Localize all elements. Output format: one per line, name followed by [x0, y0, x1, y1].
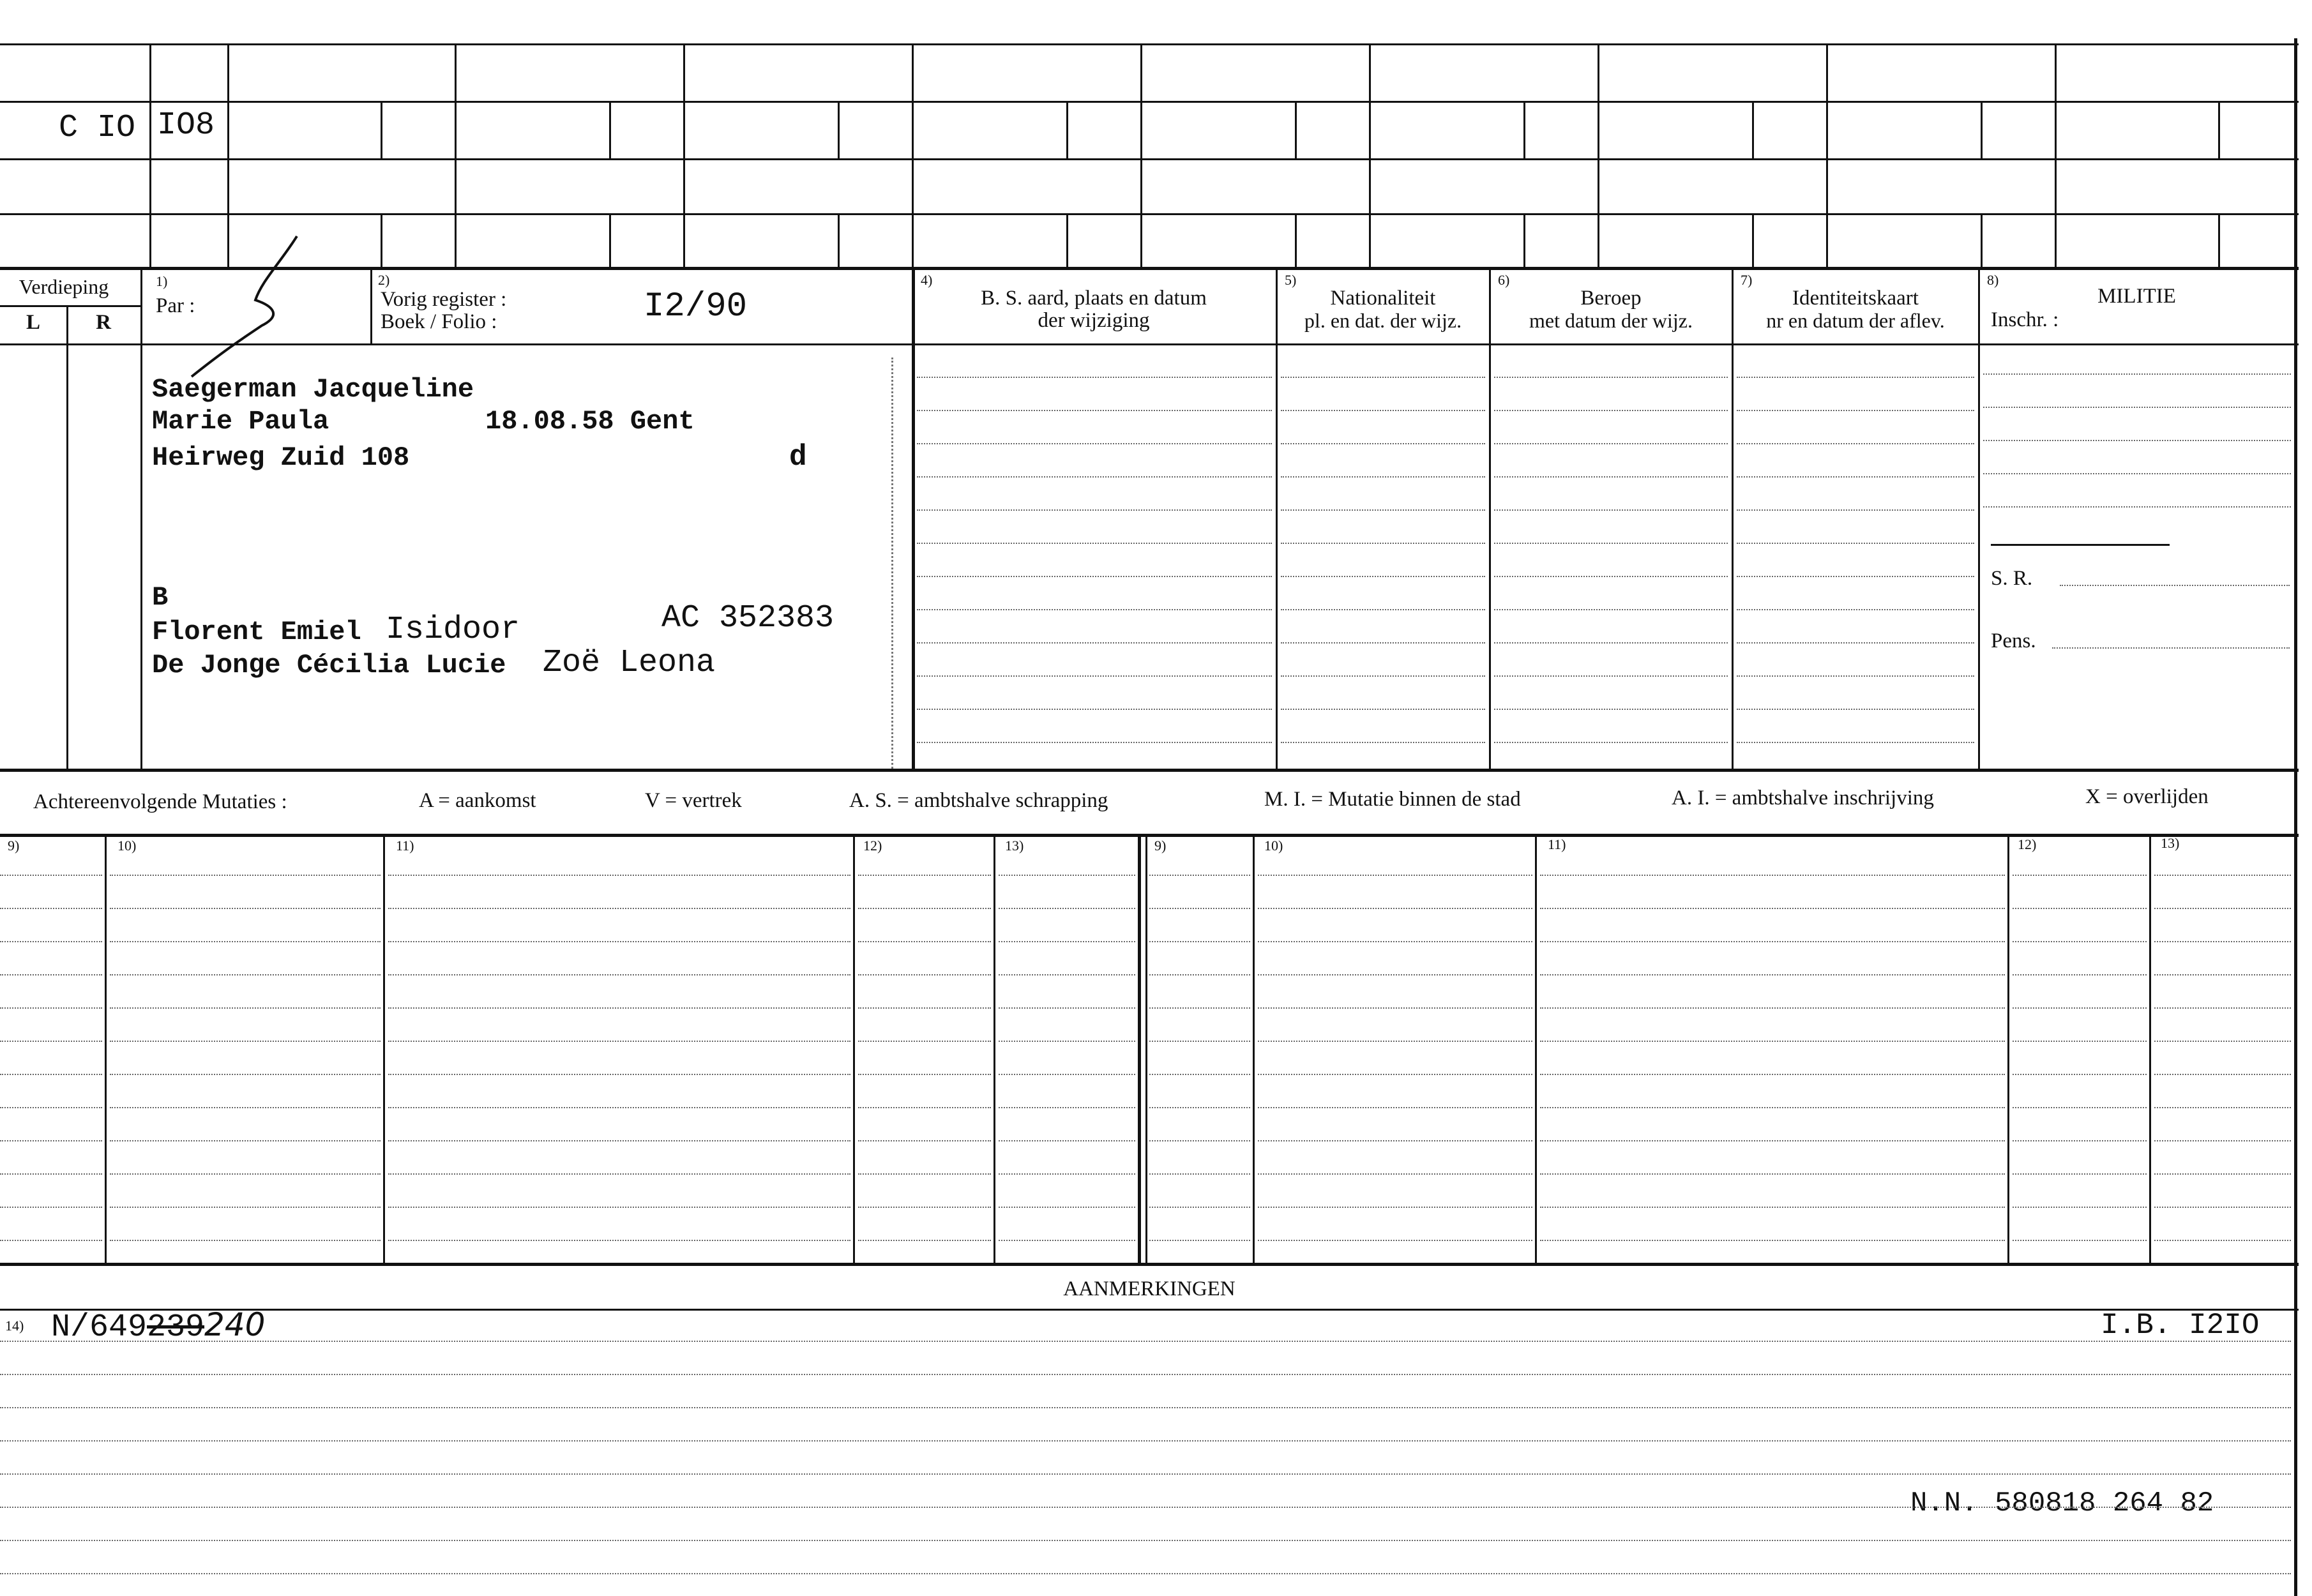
- ruled-line: [0, 1407, 2291, 1408]
- ruled-line: [110, 974, 381, 975]
- ruled-line: [0, 1540, 2291, 1541]
- ruled-line: [917, 642, 1272, 644]
- mutation-table-top: [0, 834, 2299, 837]
- ruled-line: [1281, 443, 1485, 444]
- inschr-label: Inschr. :: [1991, 308, 2059, 331]
- ruled-line: [917, 443, 1272, 444]
- ruled-line: [1494, 675, 1728, 677]
- ruled-line: [858, 1173, 991, 1175]
- mut-col13-right: 13): [2161, 835, 2180, 851]
- father-id: AC 352383: [661, 600, 835, 636]
- ruled-line: [1540, 875, 2005, 876]
- ruled-line: [1983, 373, 2291, 375]
- ruled-line: [1149, 941, 1250, 942]
- ruled-line: [1149, 908, 1250, 909]
- ruled-line: [0, 908, 102, 909]
- ruled-line: [1281, 742, 1485, 743]
- ruled-line: [1149, 1240, 1250, 1241]
- ruled-line: [1149, 875, 1250, 876]
- ruled-line: [388, 1041, 850, 1042]
- ruled-line: [0, 875, 102, 876]
- ruled-line: [917, 509, 1272, 511]
- ruled-line: [1281, 377, 1485, 378]
- ruled-line: [388, 1140, 850, 1141]
- ruled-line: [917, 609, 1272, 610]
- ruled-line: [2013, 1007, 2147, 1009]
- ruled-line: [917, 543, 1272, 544]
- ruled-line: [1983, 440, 2291, 441]
- mut-col10: 10): [117, 838, 137, 854]
- ruled-line: [1540, 1007, 2005, 1009]
- ruled-line: [1494, 742, 1728, 743]
- name-line1: Saegerman Jacqueline: [152, 374, 474, 405]
- handwritten-par-mark: [185, 230, 338, 383]
- ruled-line: [858, 1140, 991, 1141]
- ruled-line: [1258, 1074, 1532, 1075]
- ruled-line: [1737, 742, 1974, 743]
- ruled-line: [1494, 709, 1728, 710]
- ruled-line: [1737, 410, 1974, 411]
- top-grid-line: [0, 213, 2299, 215]
- ruled-line: [0, 1041, 102, 1042]
- ruled-line: [1983, 473, 2291, 474]
- ruled-line: [1258, 1173, 1532, 1175]
- ruled-line: [1281, 709, 1485, 710]
- legend-aankomst: A = aankomst: [419, 789, 536, 812]
- previous-register-value: I2/90: [644, 287, 748, 326]
- legend-ambtshalve-inschrijving: A. I. = ambtshalve inschrijving: [1672, 787, 1934, 809]
- ruled-line: [110, 1173, 381, 1175]
- ruled-line: [2154, 1173, 2291, 1175]
- ruled-line: [917, 709, 1272, 710]
- ruled-line: [2154, 1041, 2291, 1042]
- header-bottom-line: [0, 343, 2299, 345]
- ruled-line: [1149, 974, 1250, 975]
- ruled-line: [1149, 1007, 1250, 1009]
- ruled-line: [110, 875, 381, 876]
- ruled-line: [0, 1007, 102, 1009]
- ruled-line: [388, 1207, 850, 1208]
- mut-col11: 11): [396, 838, 414, 854]
- ruled-line: [1281, 642, 1485, 644]
- ruled-line: [1737, 609, 1974, 610]
- ruled-line: [1281, 675, 1485, 677]
- ruled-line: [1149, 1140, 1250, 1141]
- ruled-line: [999, 974, 1135, 975]
- right-border: [2294, 38, 2297, 1596]
- ruled-line: [1540, 1107, 2005, 1108]
- ruled-line: [388, 908, 850, 909]
- ruled-line: [2013, 1074, 2147, 1075]
- name-line2: Marie Paula: [152, 406, 329, 437]
- ruled-line: [2154, 1007, 2291, 1009]
- mut-col12-right: 12): [2018, 836, 2037, 852]
- ruled-line: [0, 1207, 102, 1208]
- ruled-line: [0, 941, 102, 942]
- ruled-line: [917, 675, 1272, 677]
- ruled-line: [1258, 941, 1532, 942]
- ruled-line: [858, 974, 991, 975]
- ruled-line: [1149, 1107, 1250, 1108]
- register-code: C IO: [59, 110, 136, 146]
- ruled-line: [1737, 709, 1974, 710]
- ruled-line: [388, 1007, 850, 1009]
- ruled-line: [1281, 609, 1485, 610]
- ruled-line: [1737, 443, 1974, 444]
- ruled-line: [999, 875, 1135, 876]
- parent-marker: B: [152, 582, 169, 613]
- ruled-line: [2013, 1140, 2147, 1141]
- ruled-line: [1494, 476, 1728, 478]
- ruled-line: [858, 875, 991, 876]
- ruled-line: [0, 1573, 2291, 1574]
- ruled-line: [917, 576, 1272, 577]
- legend-vertrek: V = vertrek: [645, 789, 742, 812]
- ruled-line: [858, 1074, 991, 1075]
- ruled-line: [388, 941, 850, 942]
- ruled-line: [388, 1173, 850, 1175]
- ruled-line: [2154, 941, 2291, 942]
- national-number: N.N. 580818 264 82: [1910, 1487, 2214, 1519]
- ruled-line: [2013, 908, 2147, 909]
- ruled-line: [2013, 1240, 2147, 1241]
- ruled-line: [1494, 443, 1728, 444]
- ruled-line: [1258, 1041, 1532, 1042]
- ruled-line: [110, 1107, 381, 1108]
- ruled-line: [999, 1107, 1135, 1108]
- ruled-line: [917, 742, 1272, 743]
- mut-col9-right: 9): [1154, 838, 1167, 854]
- ruled-line: [917, 476, 1272, 478]
- vorig-register-label: Vorig register :: [381, 288, 507, 311]
- ruled-line: [2013, 1207, 2147, 1208]
- col6-line2: met datum der wijz.: [1529, 309, 1693, 332]
- ruled-line: [1258, 1140, 1532, 1141]
- ruled-line: [110, 908, 381, 909]
- ruled-line: [1540, 1240, 2005, 1241]
- sr-label: S. R.: [1991, 567, 2033, 590]
- ruled-line: [110, 1074, 381, 1075]
- ruled-line: [1494, 509, 1728, 511]
- ruled-line: [1494, 609, 1728, 610]
- ruled-line: [1258, 1240, 1532, 1241]
- sex-marker: d: [789, 440, 807, 474]
- col4-number: 4): [921, 272, 933, 288]
- ib-reference: I.B. I2IO: [2101, 1309, 2260, 1342]
- ruled-line: [2013, 1107, 2147, 1108]
- ruled-line: [388, 1240, 850, 1241]
- mutation-table-bottom: [0, 1263, 2299, 1266]
- col5-line2: pl. en dat. der wijz.: [1304, 309, 1462, 332]
- mut-col13: 13): [1005, 838, 1024, 854]
- col6-line1: Beroep: [1580, 287, 1642, 310]
- ruled-line: [999, 1041, 1135, 1042]
- ruled-line: [917, 410, 1272, 411]
- ruled-line: [2013, 1041, 2147, 1042]
- ruled-line: [110, 1007, 381, 1009]
- ruled-line: [1258, 1007, 1532, 1009]
- ruled-line: [999, 1074, 1135, 1075]
- pens-label: Pens.: [1991, 629, 2036, 652]
- ruled-line: [1281, 509, 1485, 511]
- ruled-line: [1540, 1173, 2005, 1175]
- ruled-line: [0, 974, 102, 975]
- father-name: Florent Emiel: [152, 617, 361, 647]
- mut-col9: 9): [8, 838, 20, 854]
- col8-number: 8): [1987, 272, 1999, 288]
- ruled-line: [388, 875, 850, 876]
- ruled-line: [1494, 377, 1728, 378]
- ruled-line: [2154, 1107, 2291, 1108]
- ruled-line: [2154, 1074, 2291, 1075]
- top-grid-line: [0, 43, 2299, 45]
- col5-number: 5): [1285, 272, 1297, 288]
- ruled-line: [2013, 941, 2147, 942]
- ruled-line: [858, 941, 991, 942]
- mut-col12: 12): [863, 838, 882, 854]
- ruled-line: [1149, 1041, 1250, 1042]
- ruled-line: [858, 1207, 991, 1208]
- ruled-line: [999, 1007, 1135, 1009]
- ruled-line: [1737, 476, 1974, 478]
- ruled-line: [1737, 675, 1974, 677]
- section-divider: [0, 267, 2299, 270]
- ruled-line: [999, 1173, 1135, 1175]
- mutaties-title: Achtereenvolgende Mutaties :: [33, 790, 287, 813]
- ruled-line: [1258, 974, 1532, 975]
- ruled-line: [110, 1041, 381, 1042]
- ruled-line: [0, 1473, 2291, 1475]
- ruled-line: [999, 1240, 1135, 1241]
- ruled-line: [388, 974, 850, 975]
- ruled-line: [1258, 1107, 1532, 1108]
- ruled-line: [999, 1207, 1135, 1208]
- verdieping-right: R: [96, 311, 111, 334]
- mut-col10-right: 10): [1264, 838, 1283, 854]
- ruled-line: [2013, 974, 2147, 975]
- col2-number: 2): [378, 272, 390, 288]
- col7-line1: Identiteitskaart: [1792, 287, 1919, 310]
- ruled-line: [1540, 1074, 2005, 1075]
- ruled-line: [110, 941, 381, 942]
- ruled-line: [1281, 543, 1485, 544]
- ruled-line: [1258, 908, 1532, 909]
- ruled-line: [2154, 1207, 2291, 1208]
- legend-mutatie-binnen-de-stad: M. I. = Mutatie binnen de stad: [1264, 788, 1521, 811]
- ruled-line: [1149, 1173, 1250, 1175]
- ruled-line: [1281, 576, 1485, 577]
- ruled-line: [2154, 908, 2291, 909]
- ruled-line: [1494, 410, 1728, 411]
- ruled-line: [0, 1107, 102, 1108]
- house-number: IO8: [157, 107, 215, 144]
- par-label: Par :: [156, 294, 195, 317]
- col4-line2: der wijziging: [1038, 309, 1150, 332]
- ruled-line: [1540, 908, 2005, 909]
- aanmerkingen-title: AANMERKINGEN: [1063, 1277, 1235, 1300]
- top-grid-line: [0, 158, 2299, 160]
- ruled-line: [2013, 1173, 2147, 1175]
- ruled-line: [858, 1041, 991, 1042]
- ruled-line: [0, 1240, 102, 1241]
- ruled-line: [388, 1074, 850, 1075]
- ruled-line: [858, 908, 991, 909]
- col7-line2: nr en datum der aflev.: [1766, 309, 1945, 332]
- mother-name: De Jonge Cécilia Lucie: [152, 650, 506, 681]
- ruled-line: [1540, 941, 2005, 942]
- ruled-line: [2154, 875, 2291, 876]
- ruled-line: [1737, 377, 1974, 378]
- birth-date-place: 18.08.58 Gent: [485, 406, 695, 437]
- ruled-line: [0, 1341, 2291, 1342]
- ruled-line: [1737, 642, 1974, 644]
- col4-line1: B. S. aard, plaats en datum: [981, 287, 1207, 310]
- ruled-line: [1540, 1041, 2005, 1042]
- ruled-line: [0, 1440, 2291, 1442]
- top-grid-line: [0, 101, 2299, 103]
- section-divider: [0, 769, 2299, 772]
- address: Heirweg Zuid 108: [152, 442, 410, 473]
- ruled-line: [2154, 1140, 2291, 1141]
- ruled-line: [858, 1107, 991, 1108]
- ruled-line: [1983, 506, 2291, 508]
- father-extra-name: Isidoor: [386, 612, 520, 648]
- ruled-line: [1540, 1140, 2005, 1141]
- ruled-line: [1281, 476, 1485, 478]
- ruled-line: [110, 1140, 381, 1141]
- boek-folio-label: Boek / Folio :: [381, 310, 497, 333]
- ruled-line: [1494, 576, 1728, 577]
- militie-title: MILITIE: [2097, 285, 2176, 308]
- ruled-line: [388, 1107, 850, 1108]
- ruled-line: [1737, 509, 1974, 511]
- ruled-line: [2013, 875, 2147, 876]
- ruled-line: [858, 1240, 991, 1241]
- ruled-line: [0, 1374, 2291, 1375]
- ruled-line: [2154, 1240, 2291, 1241]
- col5-line1: Nationaliteit: [1330, 287, 1436, 310]
- ruled-line: [1258, 1207, 1532, 1208]
- ruled-line: [0, 1507, 2291, 1508]
- legend-overlijden: X = overlijden: [2085, 785, 2209, 808]
- ruled-line: [858, 1007, 991, 1009]
- ruled-line: [1737, 543, 1974, 544]
- legend-ambtshalve-schrapping: A. S. = ambtshalve schrapping: [849, 789, 1108, 812]
- ruled-line: [1540, 1207, 2005, 1208]
- col7-number: 7): [1741, 272, 1753, 288]
- col1-number: 1): [156, 273, 168, 289]
- ruled-line: [999, 908, 1135, 909]
- ruled-line: [1737, 576, 1974, 577]
- verdieping-left: L: [26, 311, 40, 334]
- verdieping-label: Verdieping: [19, 275, 109, 298]
- ruled-line: [1494, 642, 1728, 644]
- ruled-line: [110, 1207, 381, 1208]
- ruled-line: [1494, 543, 1728, 544]
- ruled-line: [917, 377, 1272, 378]
- mut-col11-right: 11): [1548, 836, 1566, 852]
- remark-ref-handwritten: 240: [204, 1306, 266, 1343]
- ruled-line: [0, 1074, 102, 1075]
- ruled-line: [1258, 875, 1532, 876]
- remark-reference: [51, 1306, 265, 1346]
- ruled-line: [0, 1140, 102, 1141]
- ruled-line: [1281, 410, 1485, 411]
- ruled-line: [999, 1140, 1135, 1141]
- mother-extra-name: Zoë Leona: [543, 645, 716, 681]
- remark-ref-struck: 239: [147, 1309, 205, 1346]
- ruled-line: [1540, 974, 2005, 975]
- ruled-line: [999, 941, 1135, 942]
- ruled-line: [1149, 1074, 1250, 1075]
- ruled-line: [110, 1240, 381, 1241]
- ruled-line: [1149, 1207, 1250, 1208]
- ruled-line: [1983, 407, 2291, 408]
- ruled-line: [2154, 974, 2291, 975]
- ruled-line: [0, 1173, 102, 1175]
- aanmerkingen-number: 14): [5, 1318, 24, 1334]
- col6-number: 6): [1498, 272, 1510, 288]
- remark-ref-prefix: N/649: [51, 1309, 147, 1346]
